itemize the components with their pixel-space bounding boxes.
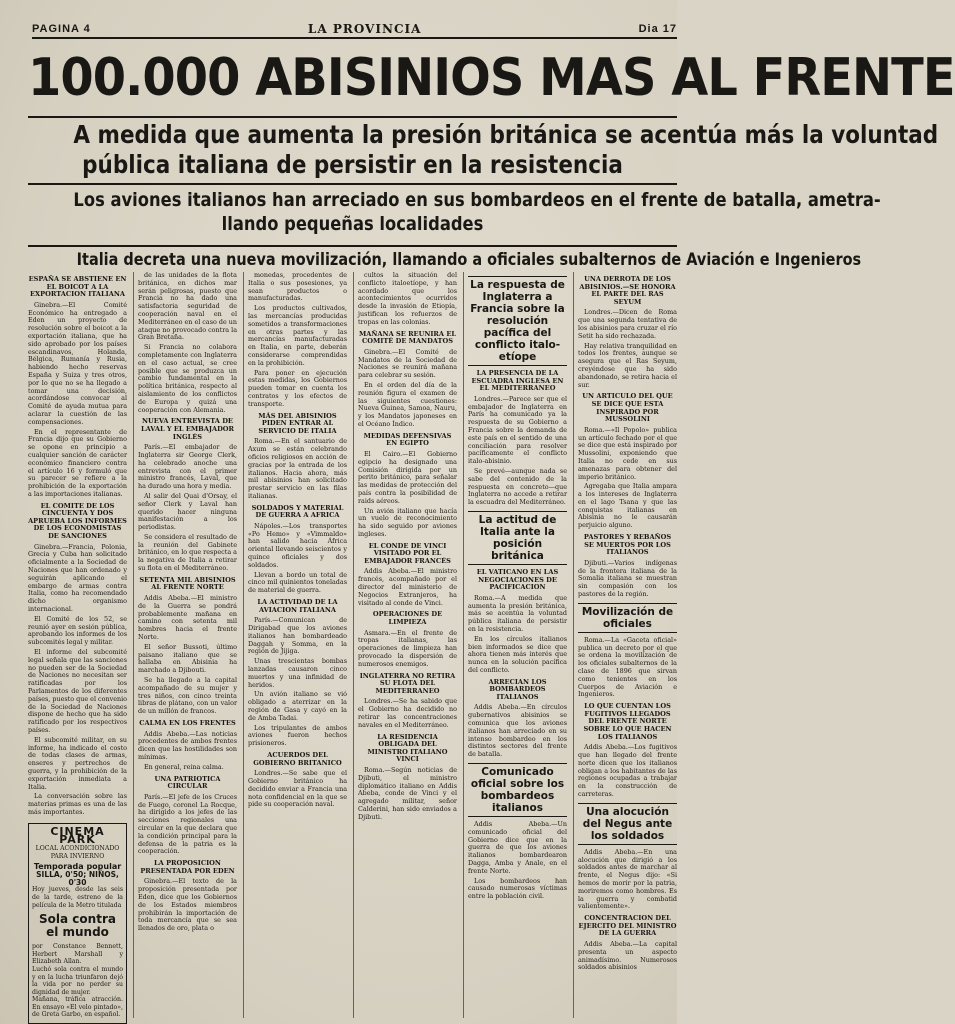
- article-heading: NUEVA ENTREVISTA DE LAVAL Y EL EMBAJADOR INGLÉS: [140, 417, 235, 441]
- article-columns: [28, 272, 677, 1018]
- article-paragraph: Asmara.—En el frente de tropas italianas, las operaciones de limpieza han provocado la dispersión de numerosos enemigos.: [358, 628, 457, 668]
- article-heading: SETENTA MIL ABISINIOS AL FRENTE NORTE: [139, 575, 236, 592]
- article-paragraph: Al salir del Quai d'Orsay, el señor Clerk y Laval han querido hacer ninguna manifestación a los periodistas.: [138, 491, 237, 532]
- article-heading: ESPAÑA SE ABSTIENE EN EL BOICOT A LA EXPORTACION ITALIANA: [28, 275, 127, 299]
- article-paragraph: Se considera el resultado de la reunión del Gabinete británico, en lo que respecta a la negativa de Italia a retirar su flota en el Mediterráneo.: [138, 532, 237, 573]
- article-paragraph: Roma.—Según noticias de Djibuti, el ministro diplomático italiano en Addis Abeba, conde de Vinci y el agregado militar, señor Calderini, han sido enviados a Djibuti.: [358, 765, 457, 821]
- article-paragraph: El Comité de los 52, se reunió ayer en sesión pública, aprobando los informes de los subcomités legal y militar.: [28, 614, 127, 647]
- cinema-prices: SILLA, 0'50; NIÑOS, 0'30: [36, 869, 119, 887]
- article-paragraph: monedas, procedentes de Italia o sus posesiones, ya sean productos o manufacturadas.: [248, 271, 347, 303]
- article-paragraph: Addis Abeba.—El ministro de la Guerra se pondrá probablemente mañana en camino con setenta mil hombres hacia el frente Norte.: [138, 594, 237, 642]
- article-paragraph: En el representante de Francia dijo que su Gobierno se opone en principio a cualquier sanción de carácter económico financiero contra el artículo 16 y formuló que su parecer se refiere a la prohibición de la exportación a las importaciones italianas.: [28, 427, 127, 498]
- article-paragraph: Ginebra.—El Comité de Mandatos de la Sociedad de Naciones se reunirá mañana para celebrar su sesión.: [358, 347, 457, 380]
- article-paragraph: Addis Abeba.—Las noticias procedentes de ambos frentes dicen que las hostilidades son mínimas.: [138, 729, 237, 761]
- subheadline-2: Los aviones italianos han arreciado en sus bombardeos en el frente de batalla, ametra- llando pequeñas localidades: [73, 189, 881, 235]
- article-headline: Una alocución del Negus ante los soldados: [578, 803, 677, 845]
- article-paragraph: Se prevé—aunque nada se sabe del contenido de la respuesta en concreto—que Inglaterra no accede a retirar la escuadra del Mediterráneo.: [468, 466, 567, 507]
- article-heading: INGLATERRA NO RETIRA SU FLOTA DEL MEDITERRANEO: [359, 671, 456, 695]
- article-paragraph: Londres.—Dicen de Roma que una segunda tentativa de los abisinios para cruzar el río Setit ha sido rechazada.: [578, 308, 677, 340]
- article-heading: ARRECIAN LOS BOMBARDEOS ITALIANOS: [488, 677, 547, 701]
- article-heading: EL VATICANO EN LAS NEGOCIACIONES DE PACIFICACION: [476, 567, 559, 592]
- article-paragraph: Un avión italiano se vió obligado a aterrizar en la región de Gasa y cayó en la de Amba Tadai.: [248, 690, 347, 722]
- subheadline-3: Italia decreta una nueva movilización, llamando a oficiales subalternos de Aviación e Ingenieros: [76, 250, 862, 270]
- article-paragraph: Addis Abeba.—Los fugitivos que han llegado del frente norte dicen que los italianos obligan a los habitantes de las regiones ocupadas a trabajar en la construcción de carreteras.: [578, 743, 677, 798]
- article-paragraph: Addis Abeba.—En una alocución que dirigió a los soldados antes de marchar al frente, el Negus dijo: «Si hemos de morir por la patria, moriremos como hombres. Es la guerra y combatid valientemente».: [578, 847, 677, 911]
- article-paragraph: cultos la situación del conflicto italoetíope, y han acordado que los acontecimientos ocurridos desde la invasión de Etiopía, justifican los refuerzos de tropas en las colonias.: [358, 271, 457, 326]
- article-paragraph: París.—Comunican de Dirigabad que los aviones italianos han bombardeado Daggah y Somma, en la región de Jijiga.: [248, 616, 347, 656]
- article-heading: EL CONDE DE VINCI VISITADO POR EL EMBAJADOR FRANCÉS: [364, 541, 451, 565]
- article-paragraph: Llevan a bordo un total de cinco mil quinientos toneladas de material de guerra.: [248, 570, 347, 595]
- article-paragraph: Ginebra.—El Comité Económico ha entregado a Eden un proyecto de resolución sobre el boicot a la exportación italiana, que ha sido aprobado por los países escandinavos, Holanda, Bélgica, Rumanía y Rusia, habiendo hecho reservas España y Suiza y tres otros, por lo que no se ha llegado a tomar una decisión, acordándose convocar al Comité de ayuda mutua para aclarar la cuestión de las compensaciones.: [28, 300, 127, 426]
- article-heading: CONCENTRACION DEL EJERCITO DEL MINISTRO DE LA GUERRA: [578, 914, 677, 938]
- article-heading: PASTORES Y REBAÑOS SE MUERTOS POR LOS ITALIANOS: [583, 533, 672, 557]
- article-paragraph: Hay relativa tranquilidad en todos los frentes, aunque se asegura que el Ras Seyum, creyéndose que ha sido abandonado, se retira hacia el sur.: [578, 341, 677, 389]
- subheadline-1: A medida que aumenta la presión británica se acentúa más la voluntad pública italiana de persistir en la resistencia: [73, 120, 939, 179]
- article-paragraph: El informe del subcomité legal señala que las sanciones no pueden ser de la Sociedad de Naciones no necesitan ser ratificadas por los Parlamentos de los diferentes países, puesto que el convenio de la Sociedad de Naciones dispone de hecho que ha sido ratificado por los respectivos países.: [28, 648, 127, 734]
- column-1: [28, 272, 127, 1018]
- article-heading: CALMA EN LOS FRENTES: [139, 719, 236, 728]
- article-paragraph: Un avión italiano que hacía un vuelo de reconocimiento ha sido seguido por aviones ingleses.: [358, 506, 457, 538]
- article-heading: UNA PATRIOTICA CIRCULAR: [154, 774, 221, 791]
- article-paragraph: Londres.—Parece ser que el embajador de Inglaterra en París ha comunicado ya la respuesta de su Gobierno a Francia sobre la demanda de este país en el sentido de una conciliación para resolver pacíficamente el conflicto italo-abisinio.: [468, 394, 567, 466]
- subheadline-divider-1: [28, 183, 677, 185]
- article-paragraph: Londres.—Se ha sabido que el Gobierno ha decidido no retirar las concentraciones navales en el Mediterráneo.: [358, 697, 457, 729]
- article-paragraph: Los productos cultivados, las mercancías producidas sometidos a transformaciones en otras partes y las mercancías manufacturadas en Italia, en parte, deberán considerarse comprendidas en la prohibición.: [248, 304, 347, 367]
- article-heading: UN ARTICULO DEL QUE SE DICE QUE ESTA INSPIRADO POR MUSSOLINI: [582, 392, 673, 424]
- article-paragraph: Si Francia no colabora completamente con Inglaterra en el caso actual, se cree posible que se produzca un cambio fundamental en la política británica, respecto al aislamiento de los conflictos de Europa y quizá una cooperación con Alemania.: [138, 343, 237, 414]
- masthead-bar: [32, 22, 677, 36]
- article-paragraph: Unas trescientas bombas lanzadas causaron cinco muertos y una infinidad de heridos.: [248, 657, 347, 689]
- article-paragraph: El señor Bussoti, último paisano italiano que se hallaba en Abisinia ha marchado a Djibouti.: [138, 642, 237, 675]
- headline-divider: [28, 116, 677, 118]
- film-cast: por Constance Bennett, Herbert Marshall y Elizabeth Allan.: [32, 943, 123, 966]
- article-paragraph: En el orden del día de la reunión figura el examen de las siguientes cuestiones: Nueva Guinea, Samoa, Nauru, y los Mandatos japoneses en el Océano Índico.: [358, 380, 457, 428]
- article-paragraph: Addis Abeba.—La capital presenta un aspecto animadísimo. Numerosos soldados abisinios: [578, 939, 677, 972]
- article-heading: OPERACIONES DE LIMPIEZA: [372, 610, 443, 627]
- article-heading: SOLDADOS Y MATERIAL DE GUERRA A AFRICA: [251, 503, 344, 520]
- article-heading: MÁS DEL ABISINIOS PIDEN ENTRAR AL SERVICIO DE ITALIA: [258, 411, 337, 435]
- article-paragraph: París.—El embajador de Inglaterra sir George Clerk, ha celebrado anoche una entrevista con el primer ministro francés, Laval, que ha durado una hora y media.: [138, 443, 237, 491]
- article-paragraph: Para poner en ejecución estas medidas, los Gobiernos pueden tomar en cuenta los contratos y los efectos de transporte.: [248, 368, 347, 408]
- article-paragraph: Ginebra.—Francia, Polonia, Grecia y Cuba han solicitado oficialmente a la Sociedad de Naciones que han ordenado y seguirán aplicando el embargo de armas contra Italia, como ha recomendado dicho organismo internacional.: [28, 542, 127, 614]
- article-heading: EL COMITE DE LOS CINCUENTA Y DOS APRUEBA LOS INFORMES DE LOS ECONOMISTAS DE SANCIONES: [28, 501, 127, 541]
- article-paragraph: Roma.—«Il Popolo» publica un artículo fechado por el que se dice que está inspirado por Mussolini, exponiendo que Italia no cede en sus amenazas para obtener del imperio británico.: [578, 425, 677, 481]
- masthead-rule: [32, 37, 677, 39]
- article-paragraph: Roma.—A medida que aumenta la presión británica, más se acentúa la voluntad pública italiana de persistir en la resistencia.: [468, 593, 567, 633]
- article-paragraph: Ginebra.—El texto de la proposición presentada por Eden, dice que los Gobiernos de los Estados miembros prohibirán la importación de toda mercancía que se sea llenados de oro, plata o: [138, 877, 237, 933]
- article-heading: UNA DERROTA DE LOS ABISINIOS.—SE HONORA EL PARTE DEL RAS SEYUM: [579, 275, 676, 306]
- article-paragraph: Addis Abeba.—El ministro francés, acompañado por el director del ministerio de Negocios Extranjeros, ha visitado al conde de Vinci.: [358, 567, 457, 607]
- subheadline-divider-2: [28, 245, 677, 247]
- article-paragraph: Roma.—En el santuario de Axum se están celebrando oficios religiosos en acción de gracias por la entrada de los italianos. Hacia ahora, más mil abisinios han solicitado prestar servicio en las filas italianas.: [248, 437, 347, 500]
- article-paragraph: El subcomité militar, en su informe, ha indicado el costo de todas clases de armas, enseres y pertrechos de guerra, y la prohibición de la exportación inmediata a Italia.: [28, 735, 127, 791]
- article-paragraph: Los tripulantes de ambos aviones fueron hechos prisioneros.: [248, 723, 347, 748]
- film-title: Sola contra el mundo: [39, 912, 116, 940]
- article-heading: LO QUE CUENTAN LOS FUGITIVOS LLEGADOS DEL FRENTE NORTE SOBRE LO QUE HACEN LOS ITALIANOS: [583, 702, 672, 741]
- article-heading: LA PRESENCIA DE LA ESCUADRA INGLESA EN EL MEDITERRANEO: [471, 369, 564, 393]
- article-paragraph: Djibuti.—Varios indígenas de la frontera italiana de la Somalia italiana se muestran sin compasión con los pastores de la región.: [578, 558, 677, 599]
- article-paragraph: de las unidades de la flota británica, en dichos mar serán peligrosas, puesto que Francia no ha dado una satisfactoria seguridad de cooperación naval en el Mediterráneo en el caso de un ataque no provocado contra la Gran Bretaña.: [138, 271, 237, 342]
- article-paragraph: En general, reina calma.: [144, 762, 224, 771]
- cinema-advertisement: [28, 823, 127, 1024]
- article-paragraph: Agregaba que Italia ampara a los intereses de Inglaterra en el lago Tsana y que las conquistas italianas en Abisinia no le causarán perjuicio alguno.: [578, 482, 677, 530]
- article-heading: ACUERDOS DEL GOBIERNO BRITANICO: [253, 751, 342, 767]
- cinema-name: CINEMA PARK: [50, 824, 105, 846]
- article-headline: La actitud de Italia ante la posición británica: [468, 511, 567, 565]
- article-paragraph: Roma.—La «Gaceta oficial» publica un decreto por el que se ordena la movilización de los oficiales subalternos de la clase de 1896 que sirvan como tenientes en los Cuerpos de Aviación e Ingenieros.: [578, 635, 677, 699]
- column-4: [353, 272, 457, 1018]
- cinema-season: Temporada popular: [33, 861, 122, 871]
- main-headline: 100.000 ABISINIOS MAS AL FRENTE: [28, 48, 955, 108]
- cinema-intro: Hoy jueves, desde las seis de la tarde, estreno de la película de la Metro titulada: [32, 886, 123, 909]
- article-heading: MAÑANA SE REUNIRA EL COMITÉ DE MANDATOS: [358, 329, 456, 346]
- article-paragraph: Addis Abeba.—Un comunicado oficial del Gobierno dice que en la guerra de que los aviones italianos bombardearon Dagga, Amba y Anale, en el frente Norte.: [468, 820, 567, 875]
- cinema-subtitle: LOCAL ACONDICIONADO PARA INVIERNO: [35, 845, 120, 861]
- page-number: PAGINA 4: [32, 23, 91, 35]
- article-paragraph: El Cairo.—El Gobierno egipcio ha designado una Comisión dirigida por un perito británico, para señalar las medidas de protección del país contra la posibilidad de raids aéreos.: [358, 449, 457, 505]
- article-headline: Movilización de oficiales: [578, 603, 677, 633]
- article-paragraph: Los bombardeos han causado numerosas víctimas entre la población civil.: [468, 876, 567, 901]
- column-5: [463, 272, 567, 1018]
- column-3: [243, 272, 347, 1018]
- article-heading: LA ACTIVIDAD DE LA AVIACION ITALIANA: [257, 598, 338, 614]
- article-heading: LA RESIDENCIA OBLIGADA DEL MINISTRO ITALIANO VINCI: [367, 732, 448, 764]
- article-paragraph: Londres.—Se sabe que el Gobierno británico ha decidido enviar a Francia una nota confidencial en la que se pide su cooperación naval.: [248, 769, 347, 809]
- issue-date: Dia 17: [638, 23, 677, 35]
- article-paragraph: París.—El jefe de los Cruces de Fuego, coronel La Rocque, ha dirigido a los jefes de las secciones regionales una circular en la que declara que la condición principal para la defensa de la patria es la cooperación.: [138, 792, 237, 856]
- newspaper-title: LA PROVINCIA: [307, 22, 422, 36]
- column-2: [133, 272, 237, 1018]
- column-6: [573, 272, 677, 1018]
- article-headline: La respuesta de Inglaterra a Francia sobre la resolución pacífica del conflicto italo-etíope: [468, 276, 567, 366]
- article-headline: Comunicado oficial sobre los bombardeos italianos: [468, 763, 567, 817]
- article-paragraph: Se ha llegado a la capital acompañado de su mujer y tres niños, con cinco treinta libras de plátano, con un valor de un millón de francos.: [138, 676, 237, 716]
- article-heading: MEDIDAS DEFENSIVAS EN EGIPTO: [363, 431, 452, 448]
- article-paragraph: Nápoles.—Los transportes «Po Hemo» y «Vimmaldo» han salido hacia África oriental llevando seiscientos y quince oficiales y dos soldados.: [248, 521, 347, 569]
- article-paragraph: Addis Abeba.—En círculos gubernativos abisinios se comunica que los aviones italianos han arreciado en su intenso bombardeo en los distintos sectores del frente de batalla.: [468, 703, 567, 759]
- article-paragraph: En los círculos italianos bien informados se dice que ahora tienen más interés que nunca en la solución pacífica del conflicto.: [468, 634, 567, 674]
- next-program: Mañana, tráfica atracción. En ensayo «El velo pintado», de Greta Garbo, en español.: [32, 996, 123, 1019]
- article-paragraph: La conversación sobre las materias primas es una de las más importantes.: [28, 792, 127, 816]
- film-plot: Luchó sola contra el mundo y en la lucha triunfaron dejó la vida por no perder su dignidad de mujer.: [32, 965, 123, 996]
- article-heading: LA PROPOSICION PRESENTADA POR EDEN: [140, 859, 235, 875]
